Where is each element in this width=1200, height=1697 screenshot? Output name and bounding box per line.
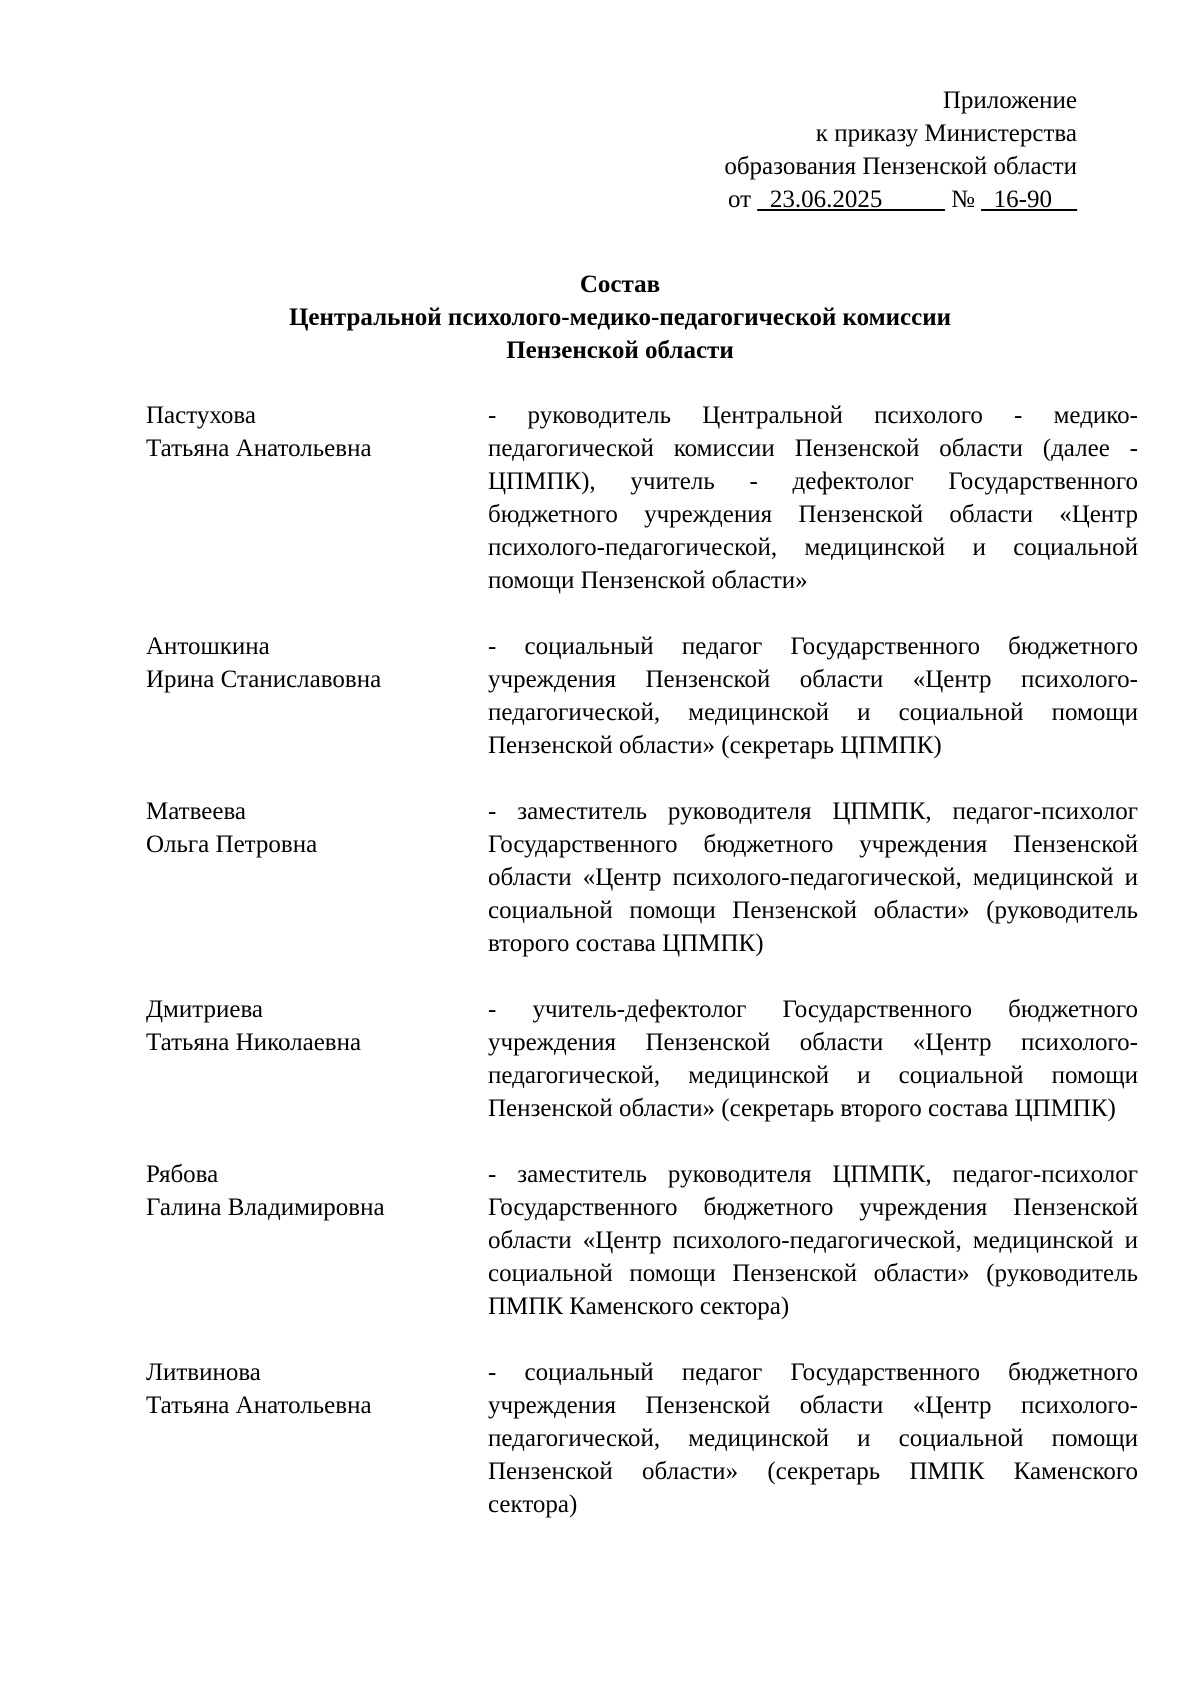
member-entry (146, 399, 1138, 597)
member-name: Дмитриева Татьяна Николаевна (146, 996, 362, 1056)
member-role: - руководитель Центральной психолого - медико-педагогической комиссии Пензенской области (далее - ЦПМПК), учитель - дефектолог Государственного бюджетного учреждения Пензенской области «Центр психолого-педагогической, медицинской и социальной помощи Пензенской области» (488, 402, 1138, 594)
document-title (0, 268, 1200, 367)
member-entry (146, 1158, 1138, 1323)
title-line-1: Состав (579, 271, 661, 298)
member-role: - заместитель руководителя ЦПМПК, педагог-психолог Государственного бюджетного учреждения Пензенской области «Центр психолого-педагогической, медицинской и социальной помощи Пензенской области» (руководитель второго состава ЦПМПК) (488, 798, 1138, 957)
ministry-name: образования Пензенской области (724, 153, 1077, 180)
member-list (146, 399, 1138, 1554)
member-name: Литвинова Татьяна Анатольевна (146, 1359, 372, 1419)
member-entry (146, 795, 1138, 960)
member-name: Пастухова Татьяна Анатольевна (146, 402, 372, 462)
member-entry (146, 993, 1138, 1125)
appendix-label: Приложение (942, 87, 1077, 114)
member-name: Рябова Галина Владимировна (146, 1161, 385, 1221)
order-date: _23.06.2025_____ (757, 186, 945, 213)
member-entry (146, 630, 1138, 762)
order-reference: к приказу Министерства (815, 120, 1077, 147)
member-name: Матвеева Ольга Петровна (146, 798, 318, 858)
order-number: _16-90__ (981, 186, 1077, 213)
member-role: - учитель-дефектолог Государственного бюджетного учреждения Пензенской области «Центр психолого-педагогической, медицинской и социальной помощи Пензенской области» (секретарь второго состава ЦПМПК) (488, 996, 1138, 1122)
member-role: - заместитель руководителя ЦПМПК, педагог-психолог Государственного бюджетного учреждения Пензенской области «Центр психолого-педагогической, медицинской и социальной помощи Пензенской области» (руководитель ПМПК Каменского сектора) (488, 1161, 1138, 1320)
member-entry (146, 1356, 1138, 1521)
order-date-number (724, 183, 1077, 216)
number-prefix: № (944, 186, 982, 213)
date-prefix: от (727, 186, 758, 213)
member-role: - социальный педагог Государственного бюджетного учреждения Пензенской области «Центр психолого-педагогической, медицинской и социальной помощи Пензенской области» (секретарь ЦПМПК) (488, 633, 1138, 759)
member-name: Антошкина Ирина Станиславовна (146, 633, 382, 693)
member-role: - социальный педагог Государственного бюджетного учреждения Пензенской области «Центр психолого-педагогической, медицинской и социальной помощи Пензенской области» (секретарь ПМПК Каменского сектора) (488, 1359, 1138, 1518)
appendix-header (724, 84, 1077, 216)
title-line-3: Пензенской области (506, 337, 734, 364)
title-line-2: Центральной психолого-медико-педагогической комиссии (288, 304, 952, 331)
